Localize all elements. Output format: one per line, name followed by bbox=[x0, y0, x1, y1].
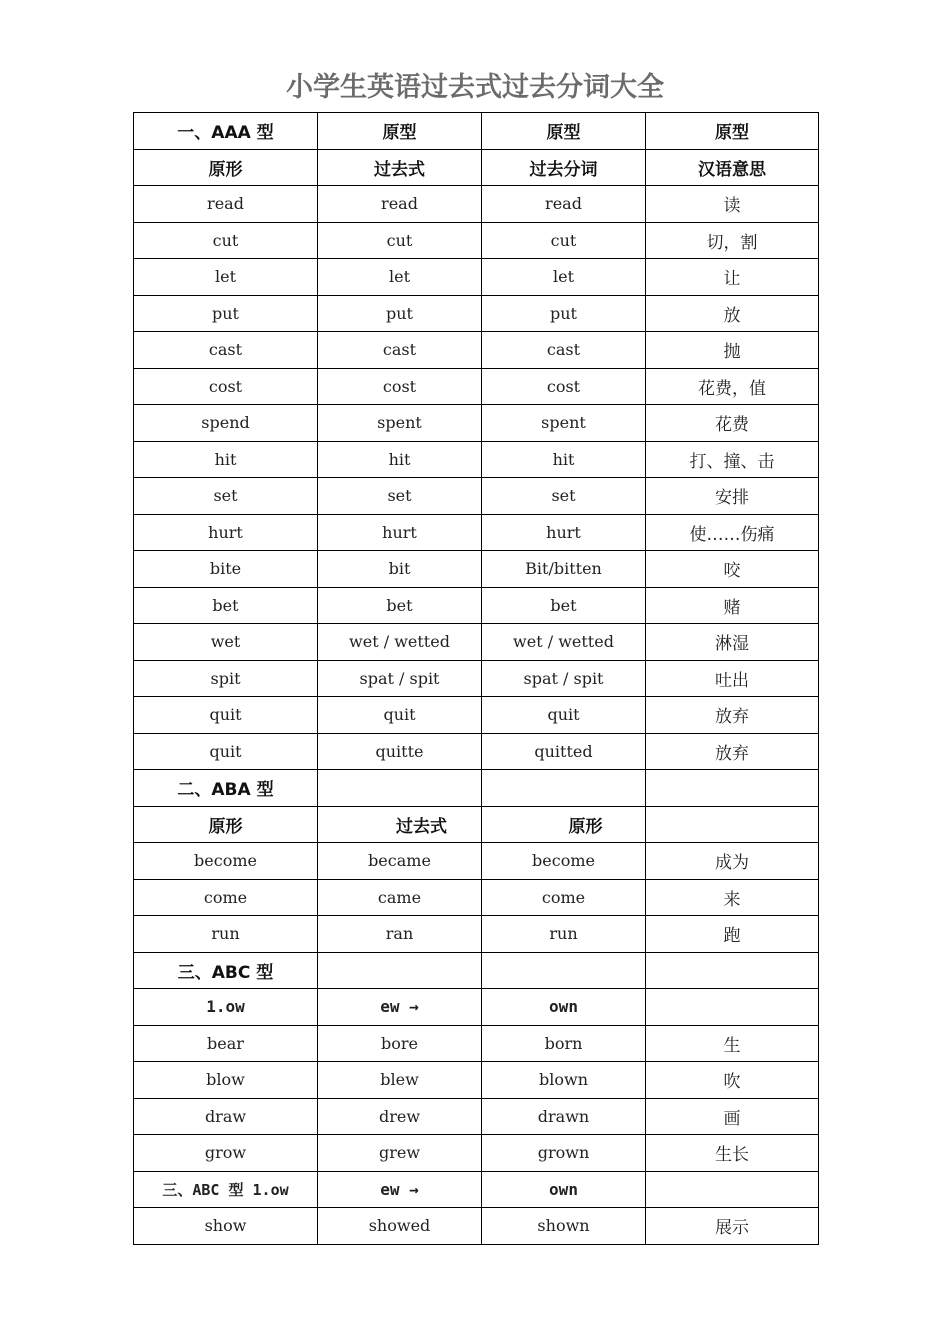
table-cell bbox=[318, 770, 482, 807]
table-header-row bbox=[134, 952, 819, 989]
table-cell: 花费 bbox=[646, 405, 819, 442]
table-cell: 过去式 bbox=[318, 806, 482, 843]
table-cell: set bbox=[318, 478, 482, 515]
table-cell: ew → bbox=[318, 989, 482, 1026]
table-cell: 原型 bbox=[482, 113, 646, 150]
table-cell: hit bbox=[134, 441, 318, 478]
table-cell: 来 bbox=[646, 879, 819, 916]
table-cell: let bbox=[318, 259, 482, 296]
table-cell bbox=[646, 989, 819, 1026]
table-cell: cut bbox=[482, 222, 646, 259]
table-cell: cast bbox=[134, 332, 318, 369]
table-cell: cost bbox=[134, 368, 318, 405]
table-cell bbox=[482, 952, 646, 989]
table-cell: 成为 bbox=[646, 843, 819, 880]
table-cell: bear bbox=[134, 1025, 318, 1062]
table-cell: quit bbox=[318, 697, 482, 734]
table-cell: 一、AAA 型 bbox=[134, 113, 318, 150]
table-cell: 1.ow bbox=[134, 989, 318, 1026]
table-cell: 生长 bbox=[646, 1135, 819, 1172]
table-cell: bet bbox=[318, 587, 482, 624]
table-header-row bbox=[134, 149, 819, 186]
table-row bbox=[134, 733, 819, 770]
table-cell: wet / wetted bbox=[482, 624, 646, 661]
table-cell: hurt bbox=[318, 514, 482, 551]
table-cell: cast bbox=[482, 332, 646, 369]
table-cell: cast bbox=[318, 332, 482, 369]
table-cell: read bbox=[482, 186, 646, 223]
table-cell: bit bbox=[318, 551, 482, 588]
table-cell: 三、ABC 型 bbox=[134, 952, 318, 989]
table-cell: 淋湿 bbox=[646, 624, 819, 661]
table-cell: ran bbox=[318, 916, 482, 953]
table-row bbox=[134, 186, 819, 223]
table-cell: own bbox=[482, 989, 646, 1026]
table-cell: 二、ABA 型 bbox=[134, 770, 318, 807]
table-cell bbox=[318, 952, 482, 989]
table-row bbox=[134, 660, 819, 697]
table-cell: 汉语意思 bbox=[646, 149, 819, 186]
table-cell: quit bbox=[482, 697, 646, 734]
table-row bbox=[134, 879, 819, 916]
table-cell: set bbox=[134, 478, 318, 515]
table-cell bbox=[646, 1171, 819, 1208]
table-row bbox=[134, 295, 819, 332]
table-cell: hurt bbox=[482, 514, 646, 551]
table-row bbox=[134, 843, 819, 880]
table-cell: 吹 bbox=[646, 1062, 819, 1099]
table-cell bbox=[646, 952, 819, 989]
table-cell: quitted bbox=[482, 733, 646, 770]
table-cell: quit bbox=[134, 697, 318, 734]
table-row bbox=[134, 222, 819, 259]
table-cell: spit bbox=[134, 660, 318, 697]
table-row bbox=[134, 1135, 819, 1172]
table-cell: 使……伤痛 bbox=[646, 514, 819, 551]
table-cell bbox=[646, 806, 819, 843]
table-cell: bore bbox=[318, 1025, 482, 1062]
table-cell: 原型 bbox=[318, 113, 482, 150]
table-cell: 展示 bbox=[646, 1208, 819, 1245]
table-cell: spat / spit bbox=[318, 660, 482, 697]
table-cell: Bit/bitten bbox=[482, 551, 646, 588]
table-cell: 切，割 bbox=[646, 222, 819, 259]
table-cell: bet bbox=[482, 587, 646, 624]
table-row bbox=[134, 259, 819, 296]
table-cell: 放弃 bbox=[646, 733, 819, 770]
table-cell: 三、ABC 型 1.ow bbox=[134, 1171, 318, 1208]
table-cell: grow bbox=[134, 1135, 318, 1172]
table-row bbox=[134, 1025, 819, 1062]
table-row bbox=[134, 441, 819, 478]
table-cell: quitte bbox=[318, 733, 482, 770]
table-header-row bbox=[134, 113, 819, 150]
table-cell: come bbox=[482, 879, 646, 916]
table-cell: set bbox=[482, 478, 646, 515]
table-cell: came bbox=[318, 879, 482, 916]
table-row bbox=[134, 1098, 819, 1135]
table-cell: 原形 bbox=[482, 806, 646, 843]
table-cell: read bbox=[134, 186, 318, 223]
table-cell: bet bbox=[134, 587, 318, 624]
table-cell: own bbox=[482, 1171, 646, 1208]
table-cell: born bbox=[482, 1025, 646, 1062]
table-cell: grown bbox=[482, 1135, 646, 1172]
table-cell: hit bbox=[482, 441, 646, 478]
table-row bbox=[134, 368, 819, 405]
table-row bbox=[134, 478, 819, 515]
table-cell: cost bbox=[318, 368, 482, 405]
table-cell: show bbox=[134, 1208, 318, 1245]
table-cell: cost bbox=[482, 368, 646, 405]
table-cell: 让 bbox=[646, 259, 819, 296]
table-cell: run bbox=[134, 916, 318, 953]
table-cell: let bbox=[134, 259, 318, 296]
table-row bbox=[134, 624, 819, 661]
table-cell: quit bbox=[134, 733, 318, 770]
table-cell: blown bbox=[482, 1062, 646, 1099]
table-cell: 过去式 bbox=[318, 149, 482, 186]
table-cell: 原型 bbox=[646, 113, 819, 150]
table-cell: 吐出 bbox=[646, 660, 819, 697]
table-cell: 过去分词 bbox=[482, 149, 646, 186]
table-row bbox=[134, 587, 819, 624]
table-cell: 赌 bbox=[646, 587, 819, 624]
table-cell: 跑 bbox=[646, 916, 819, 953]
table-cell: 画 bbox=[646, 1098, 819, 1135]
table-cell: 原形 bbox=[134, 149, 318, 186]
table-cell: 咬 bbox=[646, 551, 819, 588]
table-header-row bbox=[134, 806, 819, 843]
table-cell: become bbox=[482, 843, 646, 880]
table-row bbox=[134, 551, 819, 588]
table-header-row bbox=[134, 1171, 819, 1208]
table-cell: spend bbox=[134, 405, 318, 442]
table-cell: bite bbox=[134, 551, 318, 588]
page-title: 小学生英语过去式过去分词大全 bbox=[286, 72, 664, 103]
table-cell: 安排 bbox=[646, 478, 819, 515]
table-row bbox=[134, 514, 819, 551]
table-cell: put bbox=[482, 295, 646, 332]
table-cell: showed bbox=[318, 1208, 482, 1245]
table-cell: hit bbox=[318, 441, 482, 478]
table-cell: draw bbox=[134, 1098, 318, 1135]
table-cell: 读 bbox=[646, 186, 819, 223]
table-cell: blow bbox=[134, 1062, 318, 1099]
table-cell: drew bbox=[318, 1098, 482, 1135]
table-cell: 生 bbox=[646, 1025, 819, 1062]
table-cell: become bbox=[134, 843, 318, 880]
table-header-row bbox=[134, 770, 819, 807]
table-cell: hurt bbox=[134, 514, 318, 551]
table-cell: grew bbox=[318, 1135, 482, 1172]
table-row bbox=[134, 916, 819, 953]
table-cell: cut bbox=[318, 222, 482, 259]
table-cell: drawn bbox=[482, 1098, 646, 1135]
table-cell: became bbox=[318, 843, 482, 880]
table-row bbox=[134, 1208, 819, 1245]
table-cell: 花费，值 bbox=[646, 368, 819, 405]
table-row bbox=[134, 697, 819, 734]
table-row bbox=[134, 405, 819, 442]
table-cell: spent bbox=[482, 405, 646, 442]
table-cell: wet / wetted bbox=[318, 624, 482, 661]
verb-table bbox=[133, 112, 819, 1245]
table-cell: put bbox=[318, 295, 482, 332]
table-cell: spat / spit bbox=[482, 660, 646, 697]
table-cell: 放弃 bbox=[646, 697, 819, 734]
table-cell: spent bbox=[318, 405, 482, 442]
table-cell: blew bbox=[318, 1062, 482, 1099]
table-row bbox=[134, 332, 819, 369]
table-cell: cut bbox=[134, 222, 318, 259]
table-cell: wet bbox=[134, 624, 318, 661]
table-cell: 放 bbox=[646, 295, 819, 332]
table-cell: let bbox=[482, 259, 646, 296]
table-cell: 原形 bbox=[134, 806, 318, 843]
table-cell bbox=[646, 770, 819, 807]
table-cell: ew → bbox=[318, 1171, 482, 1208]
table-cell: 打、撞、击 bbox=[646, 441, 819, 478]
table-row bbox=[134, 1062, 819, 1099]
table-cell bbox=[482, 770, 646, 807]
table-header-row bbox=[134, 989, 819, 1026]
table-cell: run bbox=[482, 916, 646, 953]
table-cell: come bbox=[134, 879, 318, 916]
table-cell: read bbox=[318, 186, 482, 223]
table-cell: 抛 bbox=[646, 332, 819, 369]
table-cell: put bbox=[134, 295, 318, 332]
table-cell: shown bbox=[482, 1208, 646, 1245]
